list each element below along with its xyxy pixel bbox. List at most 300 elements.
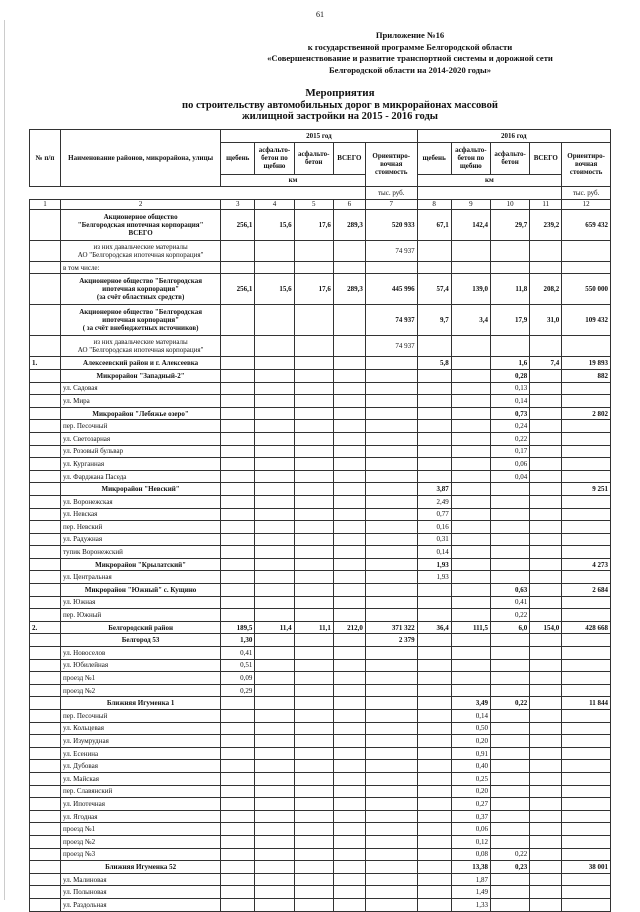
row-value <box>365 760 417 773</box>
row-value <box>530 861 562 874</box>
row-value <box>294 772 333 785</box>
row-value <box>530 483 562 496</box>
table-row <box>30 470 611 483</box>
row-value <box>333 747 365 760</box>
row-value <box>451 609 490 622</box>
row-value: 3,4 <box>451 305 490 336</box>
table-row <box>30 710 611 723</box>
row-number <box>30 209 61 240</box>
row-value: 9,7 <box>417 305 451 336</box>
row-value: 208,2 <box>530 274 562 305</box>
row-value: 9 251 <box>562 483 611 496</box>
row-value <box>530 596 562 609</box>
row-value <box>562 772 611 785</box>
row-value <box>333 369 365 382</box>
row-value <box>365 420 417 433</box>
row-name: ул. Фарджана Паседа <box>61 470 221 483</box>
row-value <box>417 470 451 483</box>
row-value: 2 379 <box>365 634 417 647</box>
row-value <box>490 521 529 534</box>
row-value: 36,4 <box>417 621 451 634</box>
row-value <box>221 407 255 420</box>
row-value <box>255 240 294 261</box>
row-value <box>417 747 451 760</box>
row-value <box>333 558 365 571</box>
row-value <box>294 785 333 798</box>
row-value <box>255 710 294 723</box>
appendix-line-4: Белгородской области на 2014-2020 годы» <box>328 64 492 75</box>
row-value: 2,49 <box>417 495 451 508</box>
row-value <box>294 596 333 609</box>
row-value: 0,22 <box>490 848 529 861</box>
header-shcheben-2016: щебень <box>417 142 451 174</box>
row-value <box>294 420 333 433</box>
row-value <box>490 659 529 672</box>
table-row <box>30 810 611 823</box>
row-value <box>333 722 365 735</box>
row-value: 0,27 <box>451 798 490 811</box>
header-km-2016: км <box>417 174 562 187</box>
row-value <box>490 336 529 357</box>
row-value: 212,0 <box>333 621 365 634</box>
row-value <box>490 533 529 546</box>
table-row <box>30 305 611 336</box>
row-name: Белгородский район <box>61 621 221 634</box>
row-value: 31,0 <box>530 305 562 336</box>
row-value <box>221 772 255 785</box>
row-value: 0,41 <box>490 596 529 609</box>
row-value: 0,29 <box>221 684 255 697</box>
row-value <box>333 634 365 647</box>
row-value <box>221 336 255 357</box>
row-value <box>451 470 490 483</box>
row-value <box>490 508 529 521</box>
row-value <box>365 546 417 559</box>
row-value <box>417 848 451 861</box>
row-value <box>490 810 529 823</box>
row-number <box>30 382 61 395</box>
row-name: ул. Малиновая <box>61 873 221 886</box>
row-value <box>333 495 365 508</box>
table-row <box>30 432 611 445</box>
row-value <box>294 571 333 584</box>
row-value <box>333 521 365 534</box>
row-value <box>255 336 294 357</box>
row-value <box>417 609 451 622</box>
row-number <box>30 495 61 508</box>
row-value: 0,17 <box>490 445 529 458</box>
title-line-1: Мероприятия <box>305 87 375 99</box>
row-value <box>417 722 451 735</box>
row-value <box>530 445 562 458</box>
table-row <box>30 240 611 261</box>
header-asf-2016: асфальто-бетон <box>490 142 529 174</box>
row-value <box>221 609 255 622</box>
row-name: ул. Полыновая <box>61 886 221 899</box>
header-orient-2016: Ориентиро-вочная стоимость <box>562 142 611 187</box>
row-value <box>221 508 255 521</box>
row-number <box>30 810 61 823</box>
row-name: в том числе: <box>61 261 221 274</box>
row-value: 256,1 <box>221 209 255 240</box>
row-value <box>562 336 611 357</box>
row-value <box>530 835 562 848</box>
row-value: 1,30 <box>221 634 255 647</box>
row-value <box>221 886 255 899</box>
row-name: проезд №3 <box>61 848 221 861</box>
table-row <box>30 336 611 357</box>
row-value <box>221 873 255 886</box>
row-value <box>365 697 417 710</box>
row-name: Белгород 53 <box>61 634 221 647</box>
row-value <box>333 609 365 622</box>
row-value: 15,6 <box>255 274 294 305</box>
row-value: 3,49 <box>451 697 490 710</box>
table-row <box>30 684 611 697</box>
row-number <box>30 760 61 773</box>
row-value <box>294 261 333 274</box>
table-row <box>30 420 611 433</box>
table-row <box>30 772 611 785</box>
row-value <box>451 659 490 672</box>
row-number <box>30 873 61 886</box>
row-value <box>530 659 562 672</box>
row-value <box>294 697 333 710</box>
table-row <box>30 785 611 798</box>
row-value <box>530 407 562 420</box>
row-value <box>417 596 451 609</box>
row-value: 0,50 <box>451 722 490 735</box>
table-row <box>30 571 611 584</box>
row-value <box>333 382 365 395</box>
row-value <box>562 432 611 445</box>
row-value <box>562 546 611 559</box>
row-value <box>333 483 365 496</box>
row-value <box>255 760 294 773</box>
row-value <box>365 382 417 395</box>
row-value: 0,51 <box>221 659 255 672</box>
table-row <box>30 209 611 240</box>
row-value <box>294 357 333 370</box>
row-value <box>221 785 255 798</box>
row-value <box>333 886 365 899</box>
row-value <box>255 785 294 798</box>
row-value <box>451 521 490 534</box>
row-value <box>255 609 294 622</box>
row-value <box>333 861 365 874</box>
row-value <box>294 521 333 534</box>
row-value <box>365 445 417 458</box>
header-asf-po-shch-2015: асфальто-бетон по щебню <box>255 142 294 174</box>
row-value <box>490 684 529 697</box>
table-row <box>30 735 611 748</box>
header-tys-2016: тыс. руб. <box>562 187 611 200</box>
row-value <box>417 659 451 672</box>
row-value: 445 996 <box>365 274 417 305</box>
row-value: 11 844 <box>562 697 611 710</box>
row-value <box>562 533 611 546</box>
row-value <box>255 886 294 899</box>
row-number <box>30 432 61 445</box>
row-value: 2 684 <box>562 584 611 597</box>
row-value <box>562 873 611 886</box>
table-row <box>30 382 611 395</box>
row-value <box>221 747 255 760</box>
row-value <box>530 710 562 723</box>
row-value: 659 432 <box>562 209 611 240</box>
row-value <box>365 785 417 798</box>
row-value <box>255 772 294 785</box>
row-number <box>30 584 61 597</box>
roads-table <box>29 129 611 912</box>
row-value <box>417 823 451 836</box>
table-body <box>30 209 611 911</box>
row-number <box>30 710 61 723</box>
row-value <box>294 470 333 483</box>
row-value <box>294 546 333 559</box>
row-number: 1. <box>30 357 61 370</box>
row-value <box>255 571 294 584</box>
row-name: ул. Светозарная <box>61 432 221 445</box>
table-row <box>30 609 611 622</box>
row-value <box>490 672 529 685</box>
row-value: 428 668 <box>562 621 611 634</box>
row-value: 0,14 <box>417 546 451 559</box>
table-row <box>30 495 611 508</box>
row-value: 11,4 <box>255 621 294 634</box>
table-row <box>30 873 611 886</box>
header-num: № п/п <box>30 130 61 187</box>
row-value <box>294 672 333 685</box>
row-value <box>294 483 333 496</box>
row-value: 3,87 <box>417 483 451 496</box>
row-number <box>30 407 61 420</box>
table-row <box>30 357 611 370</box>
row-value <box>451 684 490 697</box>
row-value: 67,1 <box>417 209 451 240</box>
row-value: 11,1 <box>294 621 333 634</box>
row-value <box>490 823 529 836</box>
table-row <box>30 672 611 685</box>
row-value <box>221 798 255 811</box>
row-number <box>30 684 61 697</box>
column-numbers-row <box>30 199 611 209</box>
row-value <box>365 722 417 735</box>
row-number <box>30 420 61 433</box>
row-value: 0,31 <box>417 533 451 546</box>
row-value <box>255 672 294 685</box>
row-value <box>333 508 365 521</box>
row-name: ул. Центральная <box>61 571 221 584</box>
row-number <box>30 722 61 735</box>
row-value <box>562 571 611 584</box>
row-value <box>333 458 365 471</box>
row-value <box>490 785 529 798</box>
header-2016: 2016 год <box>417 130 610 143</box>
row-value <box>530 747 562 760</box>
row-value <box>365 810 417 823</box>
row-value <box>365 823 417 836</box>
row-value <box>530 420 562 433</box>
row-value <box>530 609 562 622</box>
row-value <box>221 760 255 773</box>
row-value <box>294 823 333 836</box>
row-value <box>365 861 417 874</box>
row-value: 0,22 <box>490 697 529 710</box>
row-value: 256,1 <box>221 274 255 305</box>
row-value <box>294 886 333 899</box>
row-value <box>530 647 562 660</box>
row-value <box>255 521 294 534</box>
row-value <box>530 634 562 647</box>
row-value <box>417 886 451 899</box>
row-value <box>365 533 417 546</box>
row-name: Ближняя Игуменка 52 <box>61 861 221 874</box>
row-value: 111,5 <box>451 621 490 634</box>
row-value <box>365 558 417 571</box>
row-value <box>333 697 365 710</box>
table-row <box>30 848 611 861</box>
row-value: 74 937 <box>365 336 417 357</box>
row-number <box>30 240 61 261</box>
row-number <box>30 571 61 584</box>
header-tys-2015: тыс. руб. <box>365 187 417 200</box>
row-name: ул. Садовая <box>61 382 221 395</box>
row-value <box>333 470 365 483</box>
row-value <box>333 848 365 861</box>
row-value: 7,4 <box>530 357 562 370</box>
row-value <box>530 240 562 261</box>
table-row <box>30 533 611 546</box>
row-value <box>562 747 611 760</box>
row-value <box>417 861 451 874</box>
row-value: 109 432 <box>562 305 611 336</box>
row-value: 1,87 <box>451 873 490 886</box>
row-value: 38 001 <box>562 861 611 874</box>
row-value <box>562 810 611 823</box>
row-value <box>294 458 333 471</box>
header-blank <box>417 187 562 200</box>
row-value <box>221 584 255 597</box>
row-value <box>365 710 417 723</box>
row-value <box>255 835 294 848</box>
row-name: ул. Ягодная <box>61 810 221 823</box>
row-name: ул. Мира <box>61 395 221 408</box>
row-value <box>530 672 562 685</box>
row-number <box>30 483 61 496</box>
row-value <box>562 722 611 735</box>
row-value <box>490 760 529 773</box>
row-value <box>562 261 611 274</box>
row-value: 74 937 <box>365 305 417 336</box>
row-name: из них давальческие материалы АО "Белгородская ипотечная корпорация" <box>61 336 221 357</box>
table-row <box>30 659 611 672</box>
row-value: 17,6 <box>294 209 333 240</box>
row-value <box>530 261 562 274</box>
row-value <box>417 395 451 408</box>
row-name: Акционерное общество "Белгородская ипотечная корпорация" ( за счёт внебюджетных источников) <box>61 305 221 336</box>
header-shcheben-2015: щебень <box>221 142 255 174</box>
row-name: ул. Курганная <box>61 458 221 471</box>
row-name: пер. Невский <box>61 521 221 534</box>
row-value: 0,13 <box>490 382 529 395</box>
row-value <box>490 747 529 760</box>
row-name: ул. Южная <box>61 596 221 609</box>
row-value <box>333 772 365 785</box>
row-value <box>451 483 490 496</box>
row-value <box>417 382 451 395</box>
column-number: 12 <box>562 199 611 209</box>
row-value <box>333 798 365 811</box>
row-value <box>255 823 294 836</box>
row-value <box>562 458 611 471</box>
row-value <box>365 407 417 420</box>
table-row <box>30 823 611 836</box>
row-value <box>562 659 611 672</box>
row-value <box>294 760 333 773</box>
row-name: пер. Славянский <box>61 785 221 798</box>
column-number: 7 <box>365 199 417 209</box>
row-value <box>255 407 294 420</box>
row-value <box>221 240 255 261</box>
row-name: проезд №2 <box>61 684 221 697</box>
table-row <box>30 395 611 408</box>
column-number: 3 <box>221 199 255 209</box>
row-value <box>417 735 451 748</box>
row-value <box>294 495 333 508</box>
row-value <box>417 369 451 382</box>
row-value <box>417 584 451 597</box>
row-value: 0,25 <box>451 772 490 785</box>
table-row <box>30 458 611 471</box>
row-value <box>417 810 451 823</box>
row-value <box>365 508 417 521</box>
row-value: 520 933 <box>365 209 417 240</box>
row-value <box>294 861 333 874</box>
row-value: 289,3 <box>333 274 365 305</box>
row-name: пер. Песочный <box>61 420 221 433</box>
row-value <box>530 521 562 534</box>
row-value <box>333 647 365 660</box>
row-value <box>221 432 255 445</box>
row-value <box>221 382 255 395</box>
header-vsego-2015: ВСЕГО <box>333 142 365 174</box>
table-row <box>30 835 611 848</box>
row-value <box>530 369 562 382</box>
row-value <box>451 558 490 571</box>
row-value <box>490 798 529 811</box>
row-name: ул. Воронежская <box>61 495 221 508</box>
row-value <box>490 558 529 571</box>
row-value <box>451 596 490 609</box>
row-value <box>451 432 490 445</box>
row-value: 4 273 <box>562 558 611 571</box>
row-value <box>417 261 451 274</box>
row-number <box>30 274 61 305</box>
row-name: ул. Кольцевая <box>61 722 221 735</box>
row-value <box>451 672 490 685</box>
row-value: 0,14 <box>451 710 490 723</box>
row-value: 1,93 <box>417 558 451 571</box>
row-value <box>530 760 562 773</box>
row-value <box>562 596 611 609</box>
row-value: 0,08 <box>451 848 490 861</box>
row-value <box>294 240 333 261</box>
row-value <box>490 495 529 508</box>
table-row <box>30 722 611 735</box>
row-value <box>530 432 562 445</box>
row-value <box>221 861 255 874</box>
